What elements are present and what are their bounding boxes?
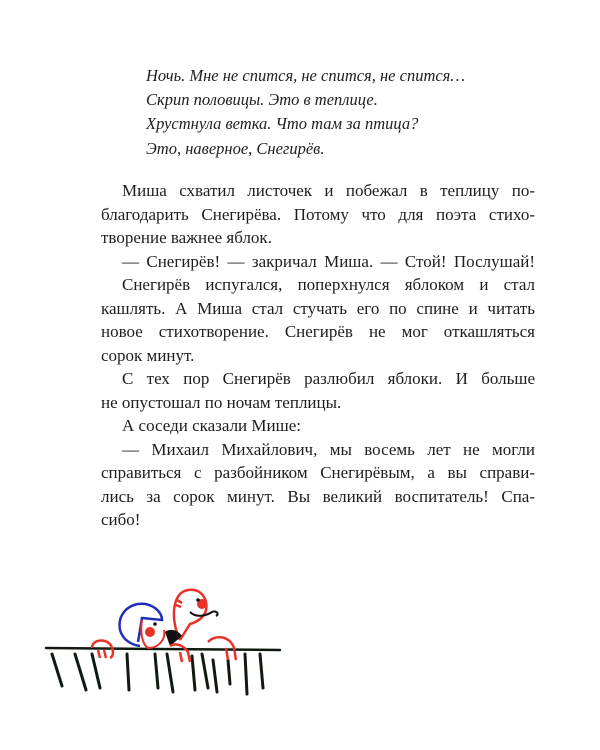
text-line: благодарить Снегирёва. Потому что для поэта стихо- xyxy=(101,204,535,224)
text-line: С тех пор Снегирёв разлюбил яблоки. И больше xyxy=(122,369,535,388)
text-line: лись за сорок минут. Вы великий воспитатель! Спа- xyxy=(101,486,535,506)
text-line: А соседи сказали Мише: xyxy=(122,416,301,435)
boy-face xyxy=(141,620,164,648)
man-face xyxy=(165,598,218,646)
text-line: сибо! xyxy=(101,510,141,529)
text-line: Миша схватил листочек и побежал в теплицу по- xyxy=(122,181,535,200)
text-line: сорок минут. xyxy=(101,345,195,365)
text-line: творение важнее яблок. xyxy=(101,228,272,247)
text-line: новое стихотворение. Снегирёв не мог откашляться xyxy=(101,322,535,341)
poem-line: Это, наверное, Снегирёв. xyxy=(146,138,325,158)
poem-line: Хрустнула ветка. Что там за птица? xyxy=(146,114,419,134)
text-line: справиться с разбойником Снегирёвым, а вы справи- xyxy=(101,463,535,482)
prose-text xyxy=(101,179,535,532)
poem xyxy=(146,64,465,161)
fence-icon xyxy=(46,648,280,694)
poem-line: Ночь. Мне не спится, не спится, не спится… xyxy=(146,66,466,85)
text-line: — Снегирёв! — закричал Миша. — Стой! Послушай! xyxy=(122,251,535,271)
poem-line: Скрип половицы. Это в теплице. xyxy=(146,90,378,110)
fence-illustration xyxy=(30,570,290,720)
text-line: Снегирёв испугался, поперхнулся яблоком и стал xyxy=(122,275,535,294)
text-line: кашлять. А Миша стал стучать его по спине и читать xyxy=(101,298,535,318)
text-line: не опустошал по ночам теплицы. xyxy=(101,392,342,412)
text-line: — Михаил Михайлович, мы восемь лет не могли xyxy=(122,439,535,459)
